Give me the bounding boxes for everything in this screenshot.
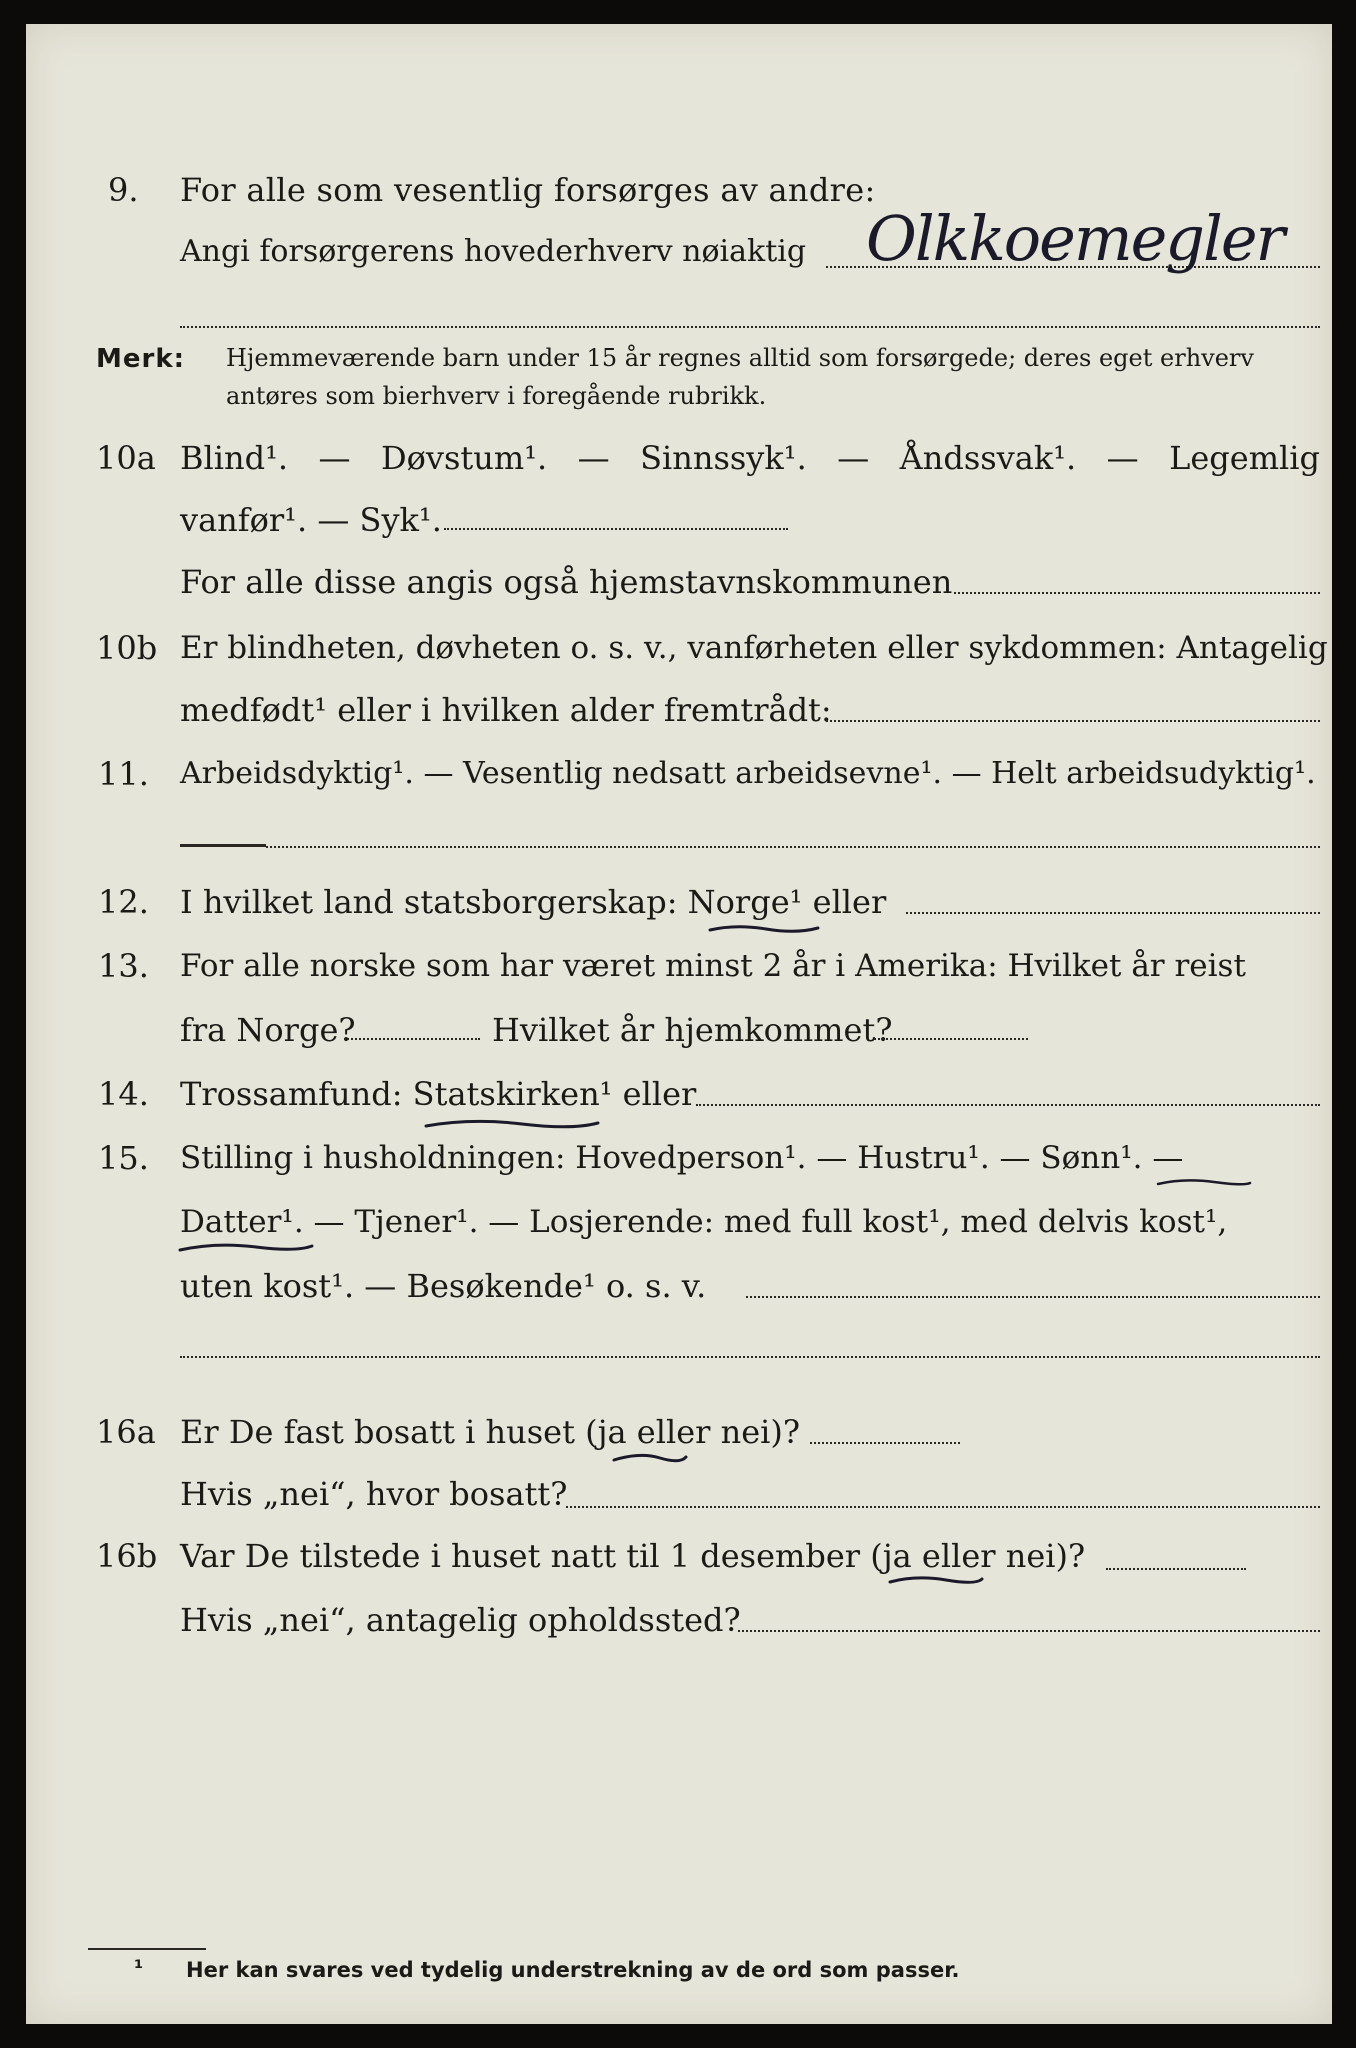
q10a-syk-line — [444, 528, 788, 530]
ja-underline-mark-16b — [886, 1570, 986, 1592]
q16b-line1: Var De tilstede i huset natt til 1 desember (ja eller nei)? — [180, 1537, 1086, 1575]
q13-line2a: fra Norge? — [180, 1011, 356, 1049]
q10a-kommune-line — [954, 592, 1320, 594]
q13-line2b: Hvilket år hjemkommet? — [492, 1011, 893, 1049]
footnote-rule — [88, 1948, 206, 1950]
q11-line1: Arbeidsdyktig¹. — Vesentlig nedsatt arbeidsevne¹. — Helt arbeidsudyktig¹. — [180, 756, 1316, 791]
datter-underline-mark — [176, 1238, 316, 1258]
q16a-number: 16a — [96, 1413, 156, 1451]
q10a-word: — — [318, 439, 351, 477]
q10a-line1 — [180, 438, 1320, 478]
q9-line2: Angi forsørgerens hovederhverv nøiaktig — [180, 234, 807, 269]
merk-line1: Hjemmeværende barn under 15 år regnes alltid som forsørgede; deres eget erhverv — [226, 344, 1254, 372]
q16b-number: 16b — [96, 1537, 158, 1575]
merk-line2: antøres som bierhverv i foregående rubrikk. — [226, 382, 767, 410]
census-form-page — [26, 24, 1332, 2024]
q13-line1: For alle norske som har været minst 2 år i Amerika: Hvilket år reist — [180, 948, 1246, 984]
footnote-text: Her kan svares ved tydelig understrekning av de ord som passer. — [186, 1958, 960, 1982]
q10a-word: — — [577, 439, 610, 477]
q16a-bosatt-line — [566, 1506, 1320, 1508]
q12-answer-line — [906, 912, 1320, 914]
merk-label: Merk: — [96, 344, 186, 374]
q15-line3: uten kost¹. — Besøkende¹ o. s. v. — [180, 1267, 707, 1305]
q9-extra-line — [180, 326, 1320, 328]
norge-underline-mark — [706, 920, 826, 940]
q10b-number: 10b — [96, 629, 158, 667]
statskirken-underline-mark — [422, 1114, 602, 1136]
q15-line1: Stilling i husholdningen: Hovedperson¹. — Hustru¹. — Sønn¹. — — [180, 1140, 1184, 1176]
q9-line1: For alle som vesentlig forsørges av andre: — [180, 171, 876, 209]
q16b-opholdssted-line — [738, 1630, 1320, 1632]
q12-line1: I hvilket land statsborgerskap: Norge¹ eller — [180, 883, 887, 921]
q11-extra-line — [266, 846, 1320, 848]
q16b-line2: Hvis „nei“, antagelig opholdssted? — [180, 1601, 741, 1639]
q10a-word: Legemlig — [1169, 439, 1320, 477]
q16a-line1: Er De fast bosatt i huset (ja eller nei)? — [180, 1413, 801, 1451]
q10a-word: — — [837, 439, 870, 477]
q10a-word: Åndssvak¹. — [899, 439, 1077, 477]
q15-number: 15. — [98, 1139, 149, 1177]
q10a-number: 10a — [96, 439, 156, 477]
q11-solid-stroke — [180, 844, 266, 847]
q13-number: 13. — [98, 947, 149, 985]
q10b-line1: Er blindheten, døvheten o. s. v., vanførheten eller sykdommen: Antagelig — [180, 630, 1328, 666]
q15-line2: Datter¹. — Tjener¹. — Losjerende: med full kost¹, med delvis kost¹, — [180, 1204, 1228, 1240]
q14-number: 14. — [98, 1075, 149, 1113]
q11-number: 11. — [98, 755, 149, 793]
q13-hjemkommet-line — [874, 1038, 1028, 1040]
q16a-line2: Hvis „nei“, hvor bosatt? — [180, 1475, 568, 1513]
q16a-answer-line — [810, 1442, 960, 1444]
q10a-word: Døvstum¹. — [380, 439, 548, 477]
q14-answer-line — [696, 1104, 1320, 1106]
q10b-line2: medfødt¹ eller i hvilken alder fremtrådt: — [180, 691, 832, 729]
sonn-underline-mark — [1154, 1174, 1254, 1194]
ja-underline-mark-16a — [610, 1448, 690, 1470]
q10a-word: Blind¹. — [180, 439, 289, 477]
q13-reist-line — [344, 1038, 480, 1040]
q14-line1: Trossamfund: Statskirken¹ eller — [180, 1075, 697, 1113]
q9-handwritten-answer: Olkkoemegler — [866, 202, 1284, 275]
q12-number: 12. — [98, 883, 149, 921]
q10a-line3: For alle disse angis også hjemstavnskommunen — [180, 563, 953, 601]
q10b-answer-line — [826, 720, 1320, 722]
q10a-word: Sinnssyk¹. — [640, 439, 807, 477]
footnote-marker: ¹ — [134, 1956, 144, 1980]
q16b-answer-line — [1106, 1568, 1246, 1570]
q10a-word: — — [1106, 439, 1139, 477]
q9-number: 9. — [108, 171, 139, 209]
q10a-line2: vanfør¹. — Syk¹. — [180, 501, 442, 539]
q15-answer-line — [746, 1296, 1320, 1298]
q15-extra-line — [180, 1356, 1320, 1358]
